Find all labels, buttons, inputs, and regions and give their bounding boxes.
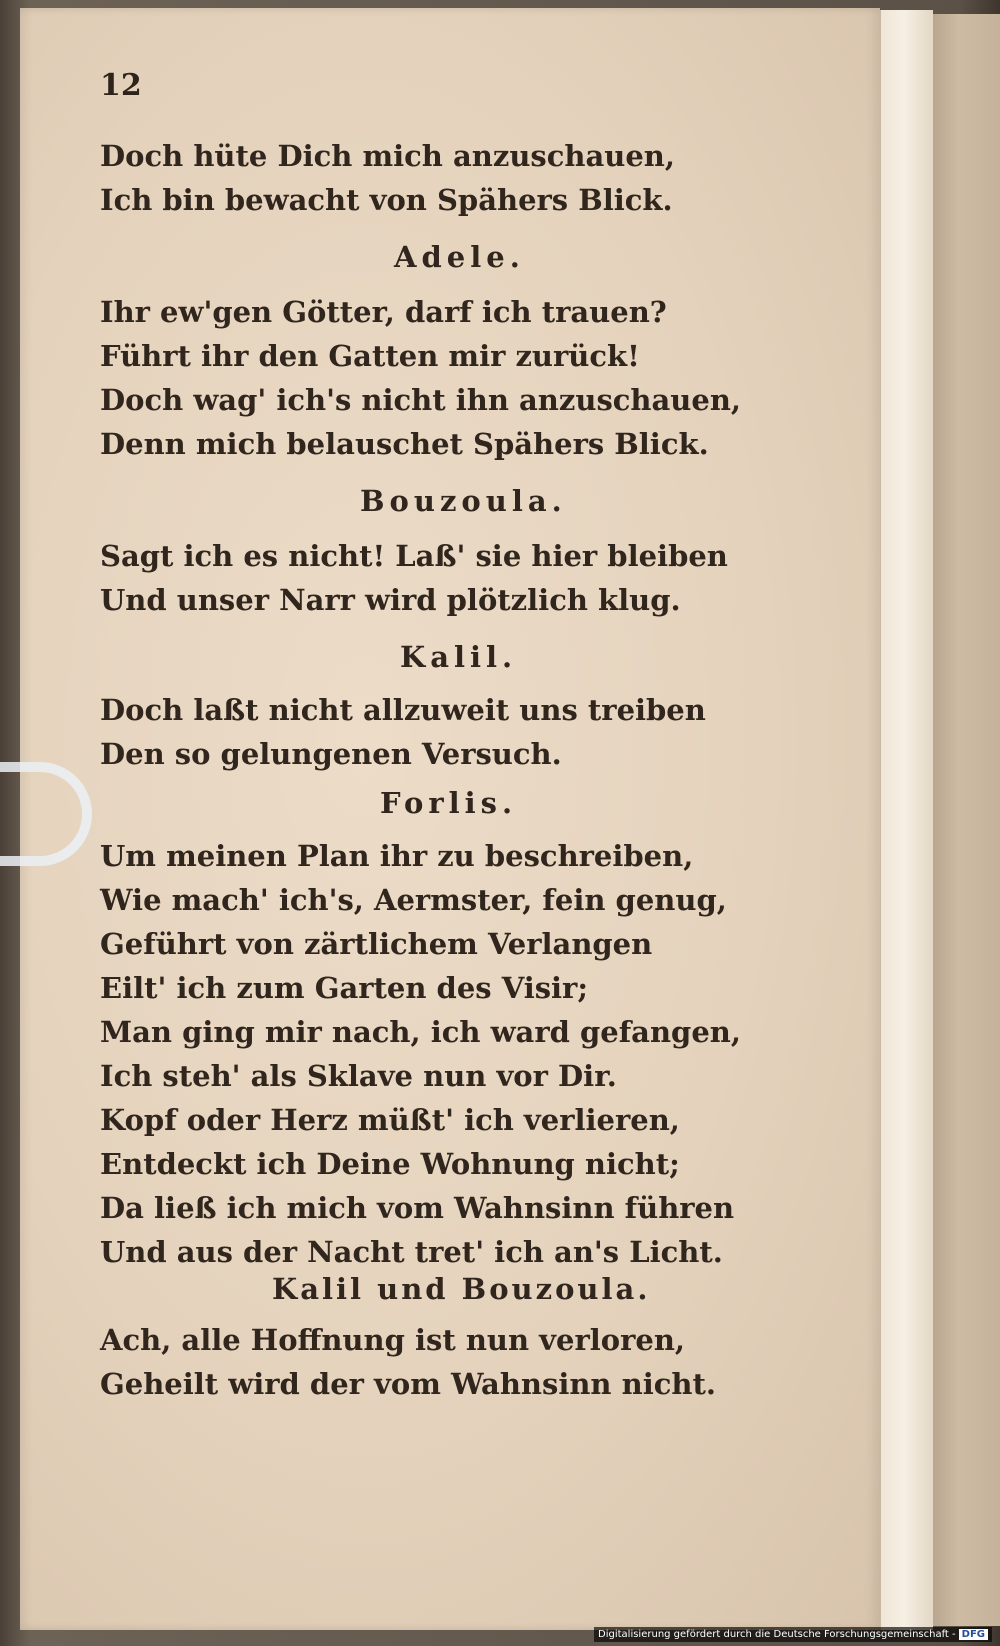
verse-block bbox=[100, 290, 800, 466]
verse-line: Denn mich belauschet Spähers Blick. bbox=[100, 427, 709, 461]
verse-line: Führt ihr den Gatten mir zurück! bbox=[100, 339, 640, 373]
speaker-name: Forlis. bbox=[380, 786, 518, 820]
verse-line: Geführt von zärtlichem Verlangen bbox=[100, 927, 653, 961]
speaker-name: Kalil und Bouzoula. bbox=[272, 1272, 651, 1306]
verse-line: Kopf oder Herz müßt' ich verlieren, bbox=[100, 1103, 680, 1137]
page-edge bbox=[880, 10, 933, 1630]
verse-line: Eilt' ich zum Garten des Visir; bbox=[100, 971, 589, 1005]
page-number: 12 bbox=[100, 68, 142, 103]
dfg-logo: DFG bbox=[959, 1629, 988, 1640]
verse-line: Und aus der Nacht tret' ich an's Licht. bbox=[100, 1235, 723, 1269]
verse-line: Den so gelungenen Versuch. bbox=[100, 737, 562, 771]
verse-line: Ihr ew'gen Götter, darf ich trauen? bbox=[100, 295, 667, 329]
verse-line: Geheilt wird der vom Wahnsinn nicht. bbox=[100, 1367, 716, 1401]
verse-line: Ach, alle Hoffnung ist nun verloren, bbox=[100, 1323, 686, 1357]
digitization-credit bbox=[594, 1627, 992, 1642]
verse-line: Ich steh' als Sklave nun vor Dir. bbox=[100, 1059, 617, 1093]
verse-line: Ich bin bewacht von Spähers Blick. bbox=[100, 183, 673, 217]
verse-line: Da ließ ich mich vom Wahnsinn führen bbox=[100, 1191, 735, 1225]
verse-block bbox=[100, 534, 800, 622]
verse-line: Wie mach' ich's, Aermster, fein genug, bbox=[100, 883, 727, 917]
verse-line: Doch wag' ich's nicht ihn anzuschauen, bbox=[100, 383, 742, 417]
speaker-name: Adele. bbox=[394, 240, 525, 274]
credit-text: Digitalisierung gefördert durch die Deutsche Forschungsgemeinschaft - bbox=[598, 1629, 956, 1640]
verse-block bbox=[100, 834, 800, 1274]
verse-line: Doch laßt nicht allzuweit uns treiben bbox=[100, 693, 706, 727]
verse-block bbox=[100, 688, 800, 776]
verse-line: Entdeckt ich Deine Wohnung nicht; bbox=[100, 1147, 680, 1181]
verse-line: Man ging mir nach, ich ward gefangen, bbox=[100, 1015, 741, 1049]
back-page-strip bbox=[932, 14, 1000, 1626]
verse-block bbox=[100, 134, 800, 222]
speaker-name: Bouzoula. bbox=[360, 484, 567, 518]
verse-block bbox=[100, 1318, 800, 1406]
speaker-name: Kalil. bbox=[400, 640, 518, 674]
verse-line: Und unser Narr wird plötzlich klug. bbox=[100, 583, 681, 617]
verse-line: Sagt ich es nicht! Laß' sie hier bleiben bbox=[100, 539, 728, 573]
verse-line: Um meinen Plan ihr zu beschreiben, bbox=[100, 839, 694, 873]
verse-line: Doch hüte Dich mich anzuschauen, bbox=[100, 139, 675, 173]
